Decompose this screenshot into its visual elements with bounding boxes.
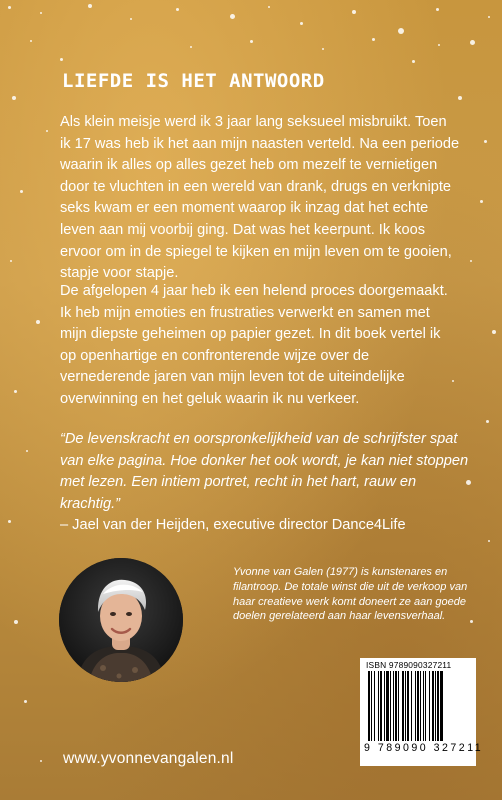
paint-speckle bbox=[480, 200, 483, 203]
paint-speckle bbox=[458, 96, 462, 100]
paint-speckle bbox=[230, 14, 235, 19]
quote-text: “De levenskracht en oorspronkelijkheid van de schrijfster spat van elke pagina. Hoe donker het ook wordt, je kan niet stoppen met lezen. Een intiem portret, recht in het hart, rauw en krachtig.” bbox=[60, 431, 469, 512]
paint-speckle bbox=[372, 38, 375, 41]
paint-speckle bbox=[14, 390, 17, 393]
paint-speckle bbox=[250, 40, 253, 43]
paint-speckle bbox=[30, 40, 32, 42]
isbn-label: ISBN 9789090327211 bbox=[366, 660, 452, 670]
paint-speckle bbox=[10, 260, 12, 262]
paint-speckle bbox=[486, 420, 489, 423]
paint-speckle bbox=[412, 60, 415, 63]
paint-speckle bbox=[470, 260, 472, 262]
paint-speckle bbox=[436, 8, 439, 11]
paint-speckle bbox=[60, 58, 63, 61]
barcode-icon bbox=[368, 671, 470, 741]
author-portrait bbox=[59, 558, 183, 682]
author-bio: Yvonne van Galen (1977) is kunstenares en filantroop. De totale winst die uit de verkoop van haar creatieve werk komt doneert ze aan goede doelen gerelateerd aan haar levensverhaal. bbox=[233, 566, 468, 623]
quote-attribution: – Jael van der Heijden, executive director Dance4Life bbox=[60, 517, 406, 534]
book-title: LIEFDE IS HET ANTWOORD bbox=[62, 70, 325, 92]
paint-speckle bbox=[300, 22, 303, 25]
barcode-number: 9 789090 327211 bbox=[364, 742, 484, 754]
paint-speckle bbox=[438, 44, 440, 46]
paint-speckle bbox=[26, 450, 28, 452]
paint-speckle bbox=[24, 700, 27, 703]
paint-speckle bbox=[268, 6, 270, 8]
paint-speckle bbox=[322, 48, 324, 50]
paint-speckle bbox=[130, 18, 132, 20]
paint-speckle bbox=[492, 330, 496, 334]
isbn-barcode bbox=[360, 658, 484, 766]
paint-speckle bbox=[488, 16, 490, 18]
paint-speckle bbox=[20, 190, 23, 193]
author-website: www.yvonnevangalen.nl bbox=[63, 750, 234, 767]
paint-speckle bbox=[12, 96, 16, 100]
paint-speckle bbox=[470, 40, 475, 45]
paint-speckle bbox=[352, 10, 356, 14]
paint-speckle bbox=[190, 46, 192, 48]
paint-speckle bbox=[176, 8, 179, 11]
author-portrait-image bbox=[59, 558, 183, 682]
paint-speckle bbox=[8, 520, 11, 523]
paint-speckle bbox=[40, 12, 42, 14]
paint-speckle bbox=[36, 320, 40, 324]
paint-speckle bbox=[8, 6, 11, 9]
paint-speckle bbox=[14, 620, 18, 624]
paint-speckle bbox=[40, 760, 42, 762]
paint-speckle bbox=[484, 140, 487, 143]
paint-speckle bbox=[488, 540, 490, 542]
review-quote bbox=[60, 429, 470, 537]
intro-paragraph: Als klein meisje werd ik 3 jaar lang seksueel misbruikt. Toen ik 17 was heb ik het aan mijn naasten verteld. Na een periode waarin ik alles op alles gezet heb om mezelf te vernietigen door te vluchten in een wereld van drank, drugs en verknipte seks kwam er een moment waarop ik inzag dat het echte leven aan mij voorbij ging. Dat was het keerpunt. Ik koos ervoor om in de spiegel te kijken en mijn leven om te gooien, stapje voor stapje. bbox=[60, 114, 460, 282]
process-paragraph: De afgelopen 4 jaar heb ik een helend proces doorgemaakt. Ik heb mijn emoties en frustraties verwerkt en samen met mijn diepste geheimen op papier gezet. In dit boek vertel ik op openhartige en confronterende wijze over de vernederende jaren van mijn leven tot de uiteindelijke overwinning en het geluk waarin ik nu verkeer. bbox=[60, 283, 448, 407]
paint-speckle bbox=[398, 28, 404, 34]
paint-speckle bbox=[88, 4, 92, 8]
paint-speckle bbox=[46, 130, 48, 132]
